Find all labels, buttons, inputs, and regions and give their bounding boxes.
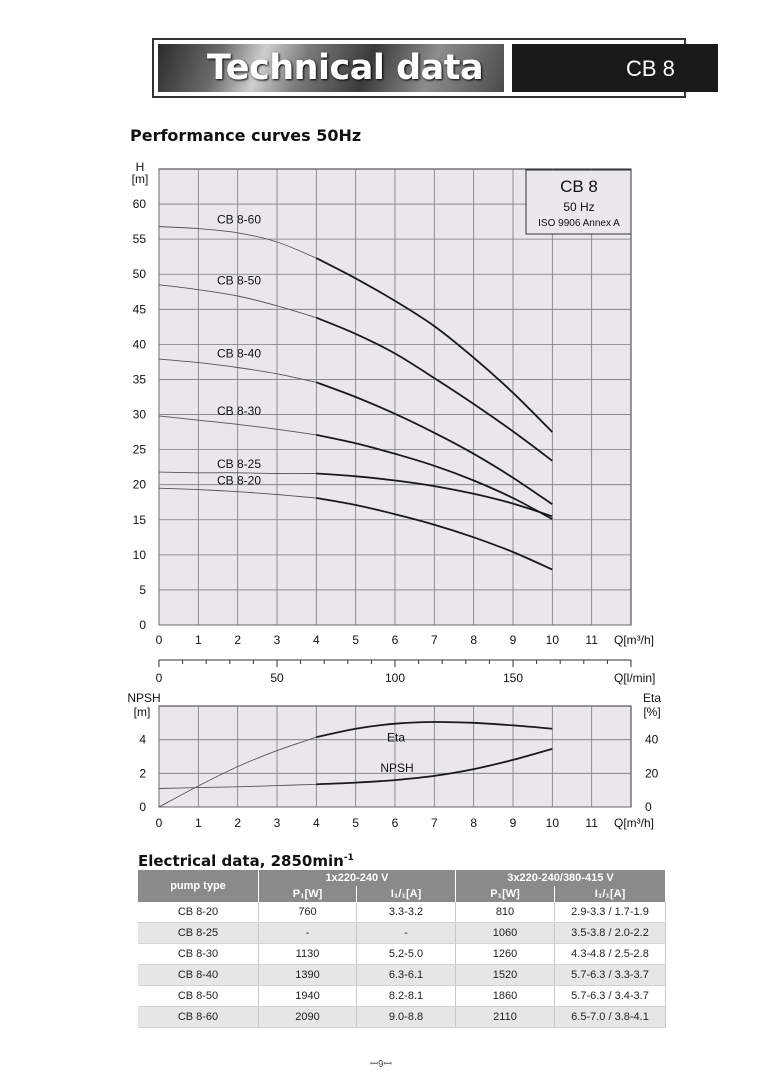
electrical-title-exp: -1	[343, 853, 354, 863]
x-tick-label-2: 3	[273, 816, 281, 830]
y-tick-label: 45	[132, 302, 146, 317]
y-tick-label: 0	[139, 618, 146, 632]
cell-p3: 1060	[456, 923, 555, 944]
cell-i3: 4.3-4.8 / 2.5-2.8	[555, 944, 666, 965]
x-tick-label-2: 11	[585, 816, 598, 830]
table-row	[138, 1007, 666, 1028]
cell-i3: 6.5-7.0 / 3.8-4.1	[555, 1007, 666, 1028]
cell-p1: 1390	[259, 965, 357, 986]
header-code-box	[512, 44, 718, 92]
product-code: CB 8	[626, 56, 675, 81]
series-eta-label: Eta	[386, 730, 406, 745]
cell-i1: -	[357, 923, 456, 944]
col-group-3phase: 3x220-240/380-415 V	[456, 870, 666, 886]
y-tick-label: 55	[132, 232, 146, 247]
x2-tick-label: 50	[270, 671, 284, 685]
x-tick-label: 7	[430, 633, 438, 647]
y-axis-unit: [m]	[131, 172, 149, 186]
y-tick-label-2: 4	[139, 732, 146, 747]
cell-i1: 5.2-5.0	[357, 944, 456, 965]
x-tick-label-2: 6	[391, 816, 399, 830]
eta-axis-label: Eta	[642, 691, 662, 705]
x-axis-label-2: Q[m³/h]	[614, 816, 655, 830]
x-tick-label: 9	[509, 633, 517, 647]
series-cb-8-20-label: CB 8-20	[217, 473, 262, 488]
x2-axis-label: Q[l/min]	[614, 671, 656, 685]
x-tick-label-2: 9	[509, 816, 517, 830]
npsh-axis-unit: [m]	[133, 705, 151, 719]
col-p1-3phase: P₁[W]	[456, 886, 555, 902]
section-title: Performance curves 50Hz	[130, 126, 362, 145]
table-row	[138, 923, 666, 944]
table-row	[138, 986, 666, 1007]
y2-tick-label: 20	[645, 766, 659, 781]
y-tick-label-2: 0	[139, 800, 146, 814]
col-i-1phase: I₁/₁[A]	[357, 886, 456, 902]
x-tick-label-2: 10	[545, 816, 560, 830]
cell-p3: 810	[456, 902, 555, 923]
cell-p1: 2090	[259, 1007, 357, 1028]
y-axis-label: H	[135, 160, 145, 174]
series-cb-8-50-label: CB 8-50	[217, 273, 262, 288]
cell-type: CB 8-20	[138, 902, 259, 923]
cell-p3: 2110	[456, 1007, 555, 1028]
x-tick-label: 10	[545, 633, 560, 647]
x-axis-label: Q[m³/h]	[614, 633, 655, 647]
cell-i1: 6.3-6.1	[357, 965, 456, 986]
x2-tick-label: 0	[155, 671, 163, 685]
x-tick-label-2: 5	[352, 816, 360, 830]
y-tick-label: 30	[132, 407, 146, 422]
cell-p1: 1130	[259, 944, 357, 965]
y-tick-label: 10	[132, 547, 146, 562]
y2-tick-label: 0	[645, 800, 652, 814]
series-cb-8-60-label: CB 8-60	[217, 212, 262, 227]
col-p1-1phase: P₁[W]	[259, 886, 357, 902]
page-title: Technical data	[207, 48, 484, 88]
y-tick-label: 25	[132, 442, 146, 457]
x-tick-label-2: 2	[234, 816, 242, 830]
table-row	[138, 965, 666, 986]
y-tick-label: 35	[132, 372, 146, 387]
performance-chart	[0, 150, 768, 850]
electrical-title	[138, 852, 354, 870]
x-tick-label: 8	[470, 633, 478, 647]
series-cb-8-40-label: CB 8-40	[217, 346, 262, 361]
col-group-1phase: 1x220-240 V	[259, 870, 456, 886]
cell-i3: 2.9-3.3 / 1.7-1.9	[555, 902, 666, 923]
cell-i1: 8.2-8.1	[357, 986, 456, 1007]
col-pump-type: pump type	[138, 870, 259, 902]
y-tick-label: 5	[139, 582, 146, 597]
y-tick-label: 40	[132, 337, 146, 352]
x-tick-label: 5	[352, 633, 360, 647]
y-tick-label: 15	[132, 512, 146, 527]
cell-p3: 1520	[456, 965, 555, 986]
cell-type: CB 8-60	[138, 1007, 259, 1028]
y-tick-label: 20	[132, 477, 146, 492]
cell-type: CB 8-40	[138, 965, 259, 986]
y-tick-label: 60	[132, 197, 146, 212]
page-number: ꟷ9ꟷ	[370, 1059, 392, 1070]
x-tick-label: 3	[273, 633, 281, 647]
cell-p1: 760	[259, 902, 357, 923]
y-tick-label-2: 2	[139, 766, 146, 781]
electrical-table	[138, 870, 666, 1028]
x-tick-label-2: 7	[430, 816, 438, 830]
x-tick-label-2: 1	[194, 816, 202, 830]
x-tick-label: 0	[155, 633, 163, 647]
x-tick-label: 11	[585, 633, 598, 647]
col-i-3phase: I₁/₁[A]	[555, 886, 666, 902]
series-cb-8-30-label: CB 8-30	[217, 404, 262, 419]
electrical-title-text: Electrical data, 2850min	[138, 852, 344, 870]
cell-i3: 5.7-6.3 / 3.4-3.7	[555, 986, 666, 1007]
x-tick-label: 4	[312, 633, 320, 647]
table-row	[138, 944, 666, 965]
cell-p3: 1860	[456, 986, 555, 1007]
cell-p1: -	[259, 923, 357, 944]
cell-i3: 5.7-6.3 / 3.3-3.7	[555, 965, 666, 986]
x-tick-label-2: 8	[470, 816, 478, 830]
series-npsh-label: NPSH	[380, 761, 414, 776]
cell-p3: 1260	[456, 944, 555, 965]
x-tick-label: 2	[234, 633, 242, 647]
x-tick-label-2: 0	[155, 816, 163, 830]
chart-title: CB 8	[560, 177, 598, 196]
cell-type: CB 8-30	[138, 944, 259, 965]
x2-tick-label: 150	[502, 671, 524, 685]
cell-p1: 1940	[259, 986, 357, 1007]
cell-type: CB 8-25	[138, 923, 259, 944]
x-tick-label: 6	[391, 633, 399, 647]
table-row	[138, 902, 666, 923]
y2-tick-label: 40	[645, 732, 659, 747]
cell-type: CB 8-50	[138, 986, 259, 1007]
cell-i1: 3.3-3.2	[357, 902, 456, 923]
y-tick-label: 50	[132, 267, 146, 282]
cell-i1: 9.0-8.8	[357, 1007, 456, 1028]
chart-note: ISO 9906 Annex A	[538, 218, 620, 229]
npsh-axis-label: NPSH	[127, 691, 161, 705]
eta-axis-unit: [%]	[643, 705, 661, 719]
x-tick-label-2: 4	[312, 816, 320, 830]
cell-i3: 3.5-3.8 / 2.0-2.2	[555, 923, 666, 944]
chart-subtitle: 50 Hz	[563, 200, 595, 214]
x2-tick-label: 100	[384, 671, 406, 685]
series-cb-8-25-label: CB 8-25	[217, 456, 262, 471]
x-tick-label: 1	[194, 633, 202, 647]
